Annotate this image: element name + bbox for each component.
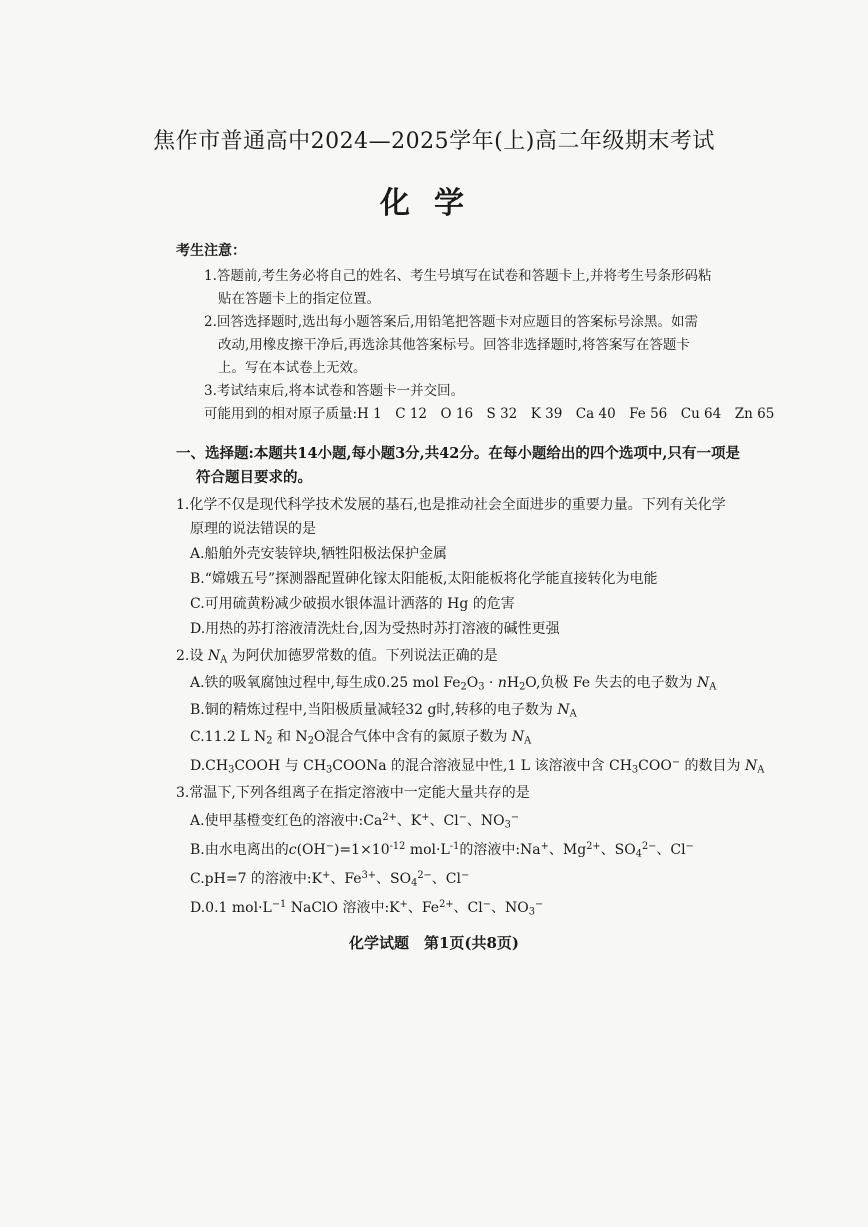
notice-item-1-cont: 贴在答题卡上的指定位置。: [218, 291, 380, 307]
q1-option-d: D.用热的苏打溶液清洗灶台,因为受热时苏打溶液的碱性更强: [190, 621, 560, 637]
q3-option-b: B.由水电离出的$c(OH^-)=1\times 10^{-12}$ $mol\cdot L^{-1}$的溶液中:Na+、$Mg^{2+}$、$SO_4^{2-}$、Cl−: [190, 841, 694, 860]
q3-option-a: A.使甲基橙变红色的溶液中$:Ca^{2+}$、K+、Cl−、$NO_3^-$: [190, 812, 520, 831]
q1-stem: 1.化学不仅是现代科学技术发展的基石,也是推动社会全面进步的重要力量。下列有关化学: [176, 497, 726, 513]
q2-option-b: B.铜的精炼过程中,当阳极质量减轻32 g时,转移的电子数为 $N_A$: [190, 702, 577, 720]
notice-item-2-cont: 改动,用橡皮擦干净后,再选涂其他答案标号。回答非选择题时,将答案写在答题卡: [218, 337, 690, 353]
atomic-masses: 可能用到的相对原子质量:H 1 C 12 O 16 S 32 K 39 Ca 40 Fe 56 Cu 64 Zn 65: [204, 406, 775, 422]
q1-option-b: B.“嫦娥五号”探测器配置砷化镓太阳能板,太阳能板将化学能直接转化为电能: [190, 571, 658, 587]
subject-title: 化学: [380, 186, 488, 221]
q3-option-d: D.0.1 $mol\cdot L^{-1}$ NaClO 溶液中:K+、$Fe^{2+}$、Cl−、$NO_3^-$: [190, 899, 544, 918]
q1-option-c: C.可用硫黄粉减少破损水银体温计洒落的 Hg 的危害: [190, 596, 515, 612]
q3-option-c: C.pH=7 的溶液中:K+、$Fe^{3+}$、$SO_4^{2-}$、Cl−: [190, 870, 470, 889]
q1-option-a: A.船舶外壳安装锌块,牺牲阳极法保护金属: [190, 546, 448, 562]
notice-item-2-cont2: 上。写在本试卷上无效。: [218, 360, 367, 376]
section-heading-cont: 符合题目要求的。: [196, 469, 312, 486]
page-footer: 化学试题 第1页(共8页): [348, 934, 520, 952]
q2-option-a: A.铁的吸氧腐蚀过程中,每生成0.25 mol $Fe_2O_3 \cdot nH_2O$,负极 Fe 失去的电子数为 $N_A$: [190, 675, 717, 693]
notice-item-1: 1.答题前,考生务必将自己的姓名、考生号填写在试卷和答题卡上,并将考生号条形码粘: [204, 268, 712, 284]
exam-title: 焦作市普通高中2024—2025学年(上)高二年级期末考试: [153, 129, 715, 154]
q3-stem: 3.常温下,下列各组离子在指定溶液中一定能大量共存的是: [176, 785, 530, 801]
q2-option-d: $D.CH_3COOH$ 与 $CH_3COONa$ 的混合溶液显中性,1 L 该溶液中含 $CH_3COO^-$ 的数目为 $N_A$: [190, 757, 765, 776]
notice-item-2: 2.回答选择题时,选出每小题答案后,用铅笔把答题卡对应题目的答案标号涂黑。如需: [204, 314, 698, 330]
notice-item-3: 3.考试结束后,将本试卷和答题卡一并交回。: [204, 383, 465, 399]
notice-heading: 考生注意：: [176, 243, 246, 259]
q2-stem: 2.设 $N_A$ 为阿伏加德罗常数的值。下列说法正确的是: [176, 648, 498, 666]
section-heading: 一、选择题:本题共14小题,每小题3分,共42分。在每小题给出的四个选项中,只有一项是: [176, 445, 740, 462]
q1-stem-cont: 原理的说法错误的是: [190, 521, 316, 537]
q2-option-c: C.11.2 L $N_2$ 和 $N_2O$混合气体中含有的氮原子数为 $N_A$: [190, 729, 532, 747]
